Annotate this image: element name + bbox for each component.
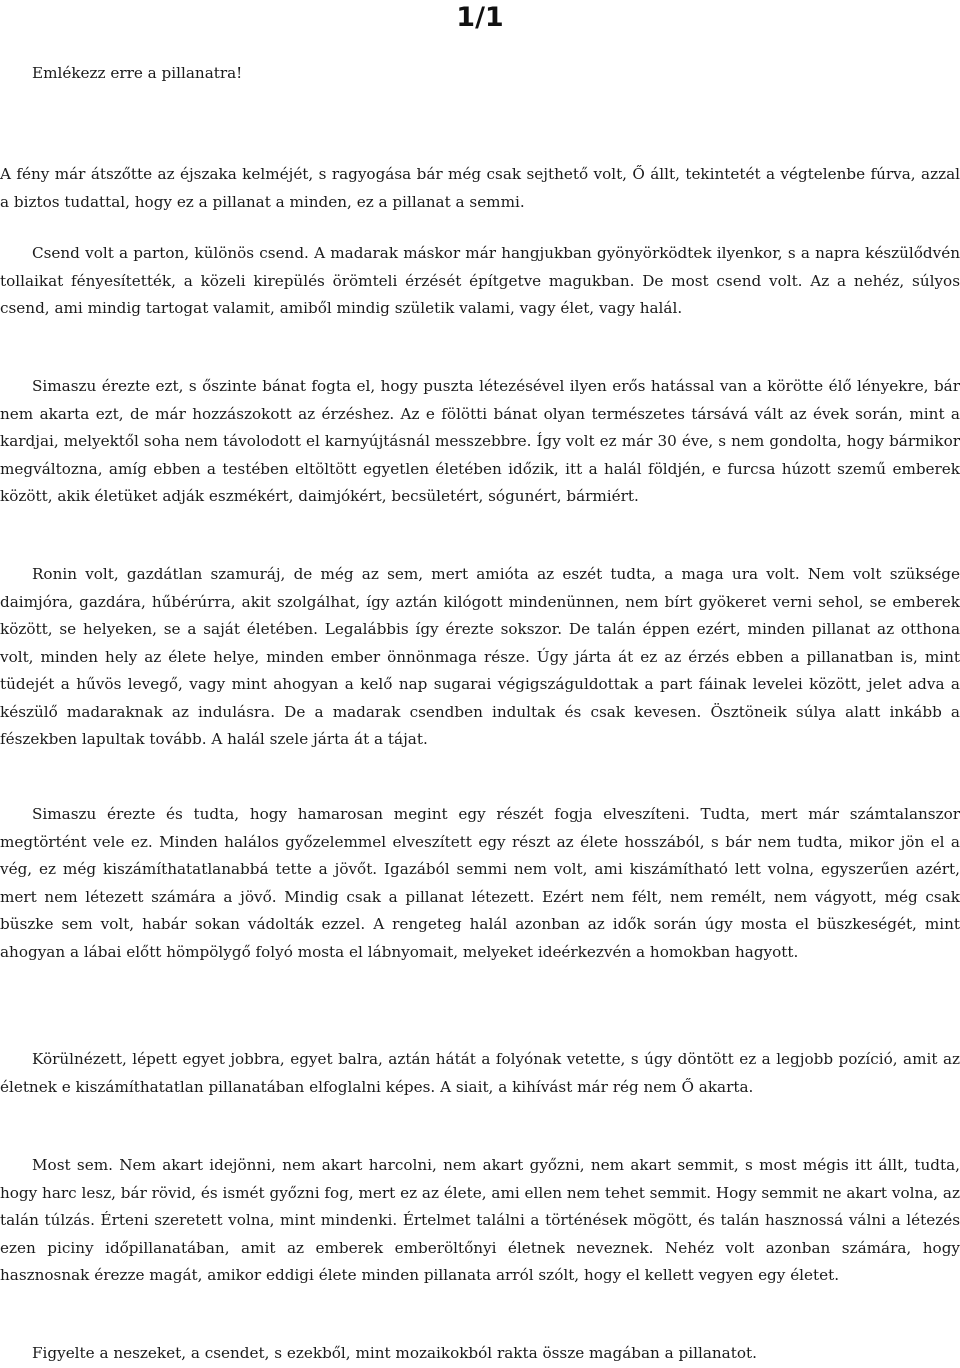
paragraph-8: Figyelte a neszeket, a csendet, s ezekből, mint mozaikokból rakta össze magában a pillanatot.	[32, 1344, 757, 1362]
page-number: 1/1	[456, 2, 504, 33]
paragraph-2: Csend volt a parton, különös csend. A madarak máskor már hangjukban gyönyörködtek ilyenkor, s a napra készülődvén tollaikat fényesítették, a közeli kirepülés örömteli érzését építgetve magukban. De most csend volt. Az a nehéz, súlyos csend, ami mindig tartogat valamit, amiből mindig születik valami, vagy élet, vagy halál.	[0, 244, 960, 317]
paragraph-7: Most sem. Nem akart idejönni, nem akart harcolni, nem akart győzni, nem akart semmit, s most mégis itt állt, tudta, hogy harc lesz, bár rövid, és ismét győzni fog, mert ez az élete, ami ellen nem tehet semmit. Hogy semmit ne akart volna, az talán túlzás. Érteni szeretett volna, mint mindenki. Értelmet találni a történések mögött, és talán hasznossá válni a létezés ezen piciny időpillanatában, amit az emberek emberöltőnyi életnek neveznek. Nehéz volt azonban számára, hogy hasznosnak érezze magát, amikor eddigi élete minden pillanata arról szólt, hogy el kellett vegyen egy életet.	[0, 1156, 960, 1284]
intro-line: Emlékezz erre a pillanatra!	[32, 64, 243, 82]
paragraph-4: Ronin volt, gazdátlan szamuráj, de még az sem, mert amióta az eszét tudta, a maga ura volt. Nem volt szüksége daimjóra, gazdára, hűbérúrra, akit szolgálhat, így aztán kilógott mindenünnen, nem bírt gyökeret verni sehol, se emberek között, se helyeken, se a saját életében. Legalábbis így érezte sokszor. De talán éppen ezért, minden pillanat az otthona volt, minden hely az élete helye, minden ember önnönmaga része. Úgy járta át ez az érzés ebben a pillanatban is, mint tüdejét a hűvös levegő, vagy mint ahogyan a kelő nap sugarai végigszáguldottak a part fáinak levelei között, jelet adva a készülő madaraknak az indulásra. De a madarak csendben indultak és csak kevesen. Ösztöneik súlya alatt inkább a fészekben lapultak tovább. A halál szele járta át a tájat.	[0, 565, 960, 748]
paragraph-5: Simaszu érezte és tudta, hogy hamarosan megint egy részét fogja elveszíteni. Tudta, mert már számtalanszor megtörtént vele ez. Minden halálos győzelemmel elveszített egy részt az élete hosszából, s bár nem tudta, mikor jön el a vég, ez még kiszámíthatatlanabbá tette a jövőt. Igazából semmi nem volt, ami kiszámítható lett volna, egyszerűen azért, mert nem létezett számára a jövő. Mindig csak a pillanat létezett. Ezért nem félt, nem remélt, nem vágyott, még csak büszke sem volt, habár sokan vádolták ezzel. A rengeteg halál azonban az idők során úgy mosta el büszkeségét, mint ahogyan a lábai előtt hömpölygő folyó mosta el lábnyomait, melyeket ideérkezvén a homokban hagyott.	[0, 805, 960, 961]
paragraph-6: Körülnézett, lépett egyet jobbra, egyet balra, aztán hátát a folyónak vetette, s úgy döntött ez a legjobb pozíció, amit az életnek e kiszámíthatatlan pillanatában elfoglalni képes. A siait, a kihívást már rég nem Ő akarta.	[0, 1050, 960, 1096]
paragraph-1: A fény már átszőtte az éjszaka kelméjét, s ragyogása bár még csak sejthető volt, Ő állt, tekintetét a végtelenbe fúrva, azzal a biztos tudattal, hogy ez a pillanat a minden, ez a pillanat a semmi.	[0, 165, 960, 211]
paragraph-3: Simaszu érezte ezt, s őszinte bánat fogta el, hogy puszta létezésével ilyen erős hatással van a körötte élő lényekre, bár nem akarta ezt, de már hozzászokott az érzéshez. Az e fölötti bánat olyan természetes társává vált az évek során, mint a kardjai, melyektől soha nem távolodott el karnyújtásnál messzebbre. Így volt ez már 30 éve, s nem gondolta, hogy bármikor megváltozna, amíg ebben a testében eltöltött egyetlen életében időzik, itt a halál földjén, e furcsa húzott szemű emberek között, akik életüket adják eszmékért, daimjókért, becsületért, sógunért, bármiért.	[0, 377, 960, 505]
